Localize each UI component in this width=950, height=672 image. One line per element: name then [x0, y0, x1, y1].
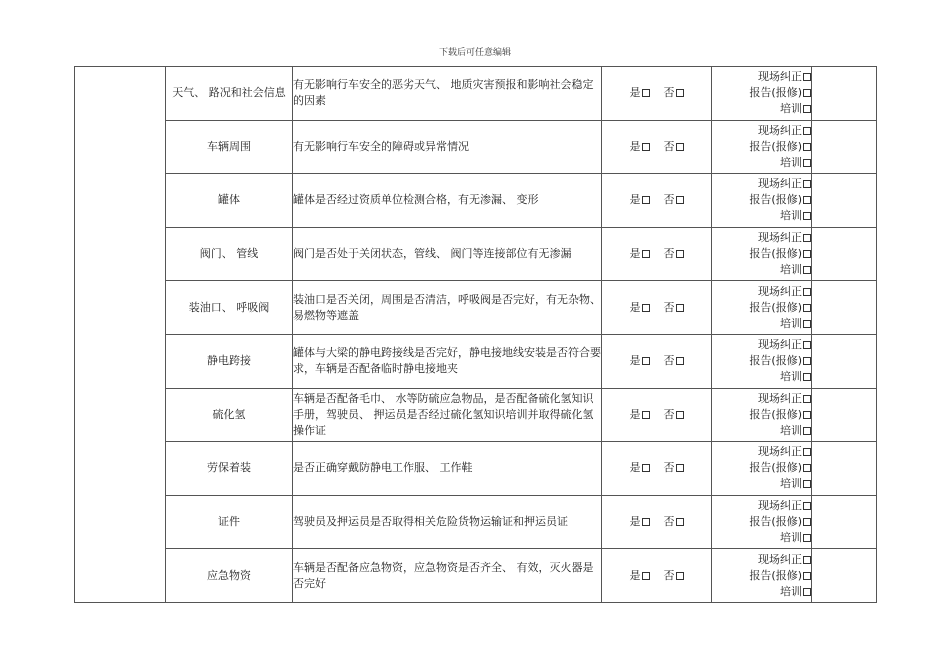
checkbox-icon[interactable]	[642, 464, 650, 472]
checkbox-icon[interactable]	[803, 588, 811, 596]
yes-option[interactable]	[630, 460, 650, 476]
check-content: 罐体是否经过资质单位检测合格，有无渗漏、 变形	[293, 174, 602, 228]
checkbox-icon[interactable]	[676, 357, 684, 365]
action-option[interactable]	[712, 176, 811, 192]
action-label: 报告(报修)	[749, 139, 802, 153]
action-option[interactable]	[712, 262, 811, 278]
table-row	[75, 388, 877, 442]
checkbox-icon[interactable]	[642, 572, 650, 580]
table-row	[75, 334, 877, 388]
check-content: 有无影响行车安全的障碍或异常情况	[293, 120, 602, 174]
action-label: 现场纠正	[758, 231, 802, 245]
yes-label: 是	[629, 407, 641, 421]
yes-label: 是	[629, 461, 641, 475]
yes-option[interactable]	[630, 514, 650, 530]
table-row	[75, 174, 877, 228]
action-label: 报告(报修)	[749, 354, 802, 368]
remarks-cell	[812, 334, 877, 388]
action-option[interactable]	[712, 391, 811, 407]
checkbox-icon[interactable]	[803, 304, 811, 312]
action-label: 报告(报修)	[749, 461, 802, 475]
yes-option[interactable]	[630, 407, 650, 423]
action-label: 报告(报修)	[749, 300, 802, 314]
checkbox-icon[interactable]	[803, 320, 811, 328]
action-label: 报告(报修)	[749, 568, 802, 582]
action-option[interactable]	[712, 584, 811, 600]
action-option[interactable]	[712, 208, 811, 224]
yes-no-cell	[602, 495, 712, 549]
action-cell	[712, 67, 812, 121]
action-label: 报告(报修)	[749, 515, 802, 529]
no-label: 否	[663, 193, 675, 207]
check-item-label: 证件	[166, 495, 293, 549]
checkbox-icon[interactable]	[676, 89, 684, 97]
yes-no-cell	[602, 334, 712, 388]
no-option[interactable]	[664, 407, 684, 423]
action-option[interactable]	[712, 85, 811, 101]
action-label: 现场纠正	[758, 499, 802, 513]
check-item-label: 罐体	[166, 174, 293, 228]
checkbox-icon[interactable]	[803, 556, 811, 564]
yes-no-cell	[602, 281, 712, 335]
yes-option[interactable]	[630, 246, 650, 262]
action-option[interactable]	[712, 423, 811, 439]
action-label: 现场纠正	[758, 552, 802, 566]
no-label: 否	[663, 247, 675, 261]
action-option[interactable]	[712, 101, 811, 117]
check-item-label: 装油口、 呼吸阀	[166, 281, 293, 335]
action-label: 现场纠正	[758, 391, 802, 405]
checkbox-icon[interactable]	[642, 304, 650, 312]
checkbox-icon[interactable]	[803, 73, 811, 81]
page-header: 下载后可任意编辑	[438, 48, 511, 58]
checkbox-icon[interactable]	[803, 534, 811, 542]
yes-no-cell	[602, 227, 712, 281]
checkbox-icon[interactable]	[803, 411, 811, 419]
remarks-cell	[812, 67, 877, 121]
action-label: 报告(报修)	[749, 193, 802, 207]
yes-option[interactable]	[630, 353, 650, 369]
yes-label: 是	[629, 568, 641, 582]
remarks-cell	[812, 442, 877, 496]
no-option[interactable]	[664, 514, 684, 530]
table-row	[75, 227, 877, 281]
no-label: 否	[663, 300, 675, 314]
action-cell	[712, 495, 812, 549]
action-label: 培训	[780, 316, 802, 330]
no-label: 否	[663, 568, 675, 582]
table-row	[75, 281, 877, 335]
checkbox-icon[interactable]	[803, 288, 811, 296]
action-cell	[712, 442, 812, 496]
yes-label: 是	[629, 300, 641, 314]
check-content: 有无影响行车安全的恶劣天气、 地质灾害预报和影响社会稳定的因素	[293, 67, 602, 121]
check-item-label: 静电跨接	[166, 334, 293, 388]
no-label: 否	[663, 407, 675, 421]
checkbox-icon[interactable]	[803, 373, 811, 381]
checkbox-icon[interactable]	[642, 143, 650, 151]
action-option[interactable]	[712, 514, 811, 530]
action-label: 培训	[780, 584, 802, 598]
yes-label: 是	[629, 354, 641, 368]
checkbox-icon[interactable]	[803, 341, 811, 349]
yes-label: 是	[629, 86, 641, 100]
checkbox-icon[interactable]	[642, 411, 650, 419]
check-content: 车辆是否配备应急物资，应急物资是否齐全、 有效，灭火器是否完好	[293, 549, 602, 603]
checkbox-icon[interactable]	[803, 518, 811, 526]
table-row	[75, 495, 877, 549]
action-label: 现场纠正	[758, 284, 802, 298]
checkbox-icon[interactable]	[642, 89, 650, 97]
no-option[interactable]	[664, 300, 684, 316]
remarks-cell	[812, 120, 877, 174]
checkbox-icon[interactable]	[803, 427, 811, 435]
checkbox-icon[interactable]	[803, 480, 811, 488]
checkbox-icon[interactable]	[803, 143, 811, 151]
remarks-cell	[812, 549, 877, 603]
check-content: 车辆是否配备毛巾、 水等防硫应急物品，是否配备硫化氢知识手册，驾驶员、 押运员是否经过硫化氢知识培训并取得硫化氢操作证	[293, 388, 602, 442]
action-option[interactable]	[712, 192, 811, 208]
action-cell	[712, 227, 812, 281]
action-label: 培训	[780, 155, 802, 169]
checkbox-icon[interactable]	[803, 105, 811, 113]
yes-label: 是	[629, 193, 641, 207]
action-label: 报告(报修)	[749, 86, 802, 100]
checkbox-icon[interactable]	[803, 357, 811, 365]
no-label: 否	[663, 139, 675, 153]
remarks-cell	[812, 388, 877, 442]
action-option[interactable]	[712, 444, 811, 460]
checkbox-icon[interactable]	[676, 572, 684, 580]
checkbox-icon[interactable]	[803, 234, 811, 242]
remarks-cell	[812, 281, 877, 335]
yes-option[interactable]	[630, 192, 650, 208]
table-row	[75, 120, 877, 174]
no-option[interactable]	[664, 568, 684, 584]
remarks-cell	[812, 227, 877, 281]
action-option[interactable]	[712, 337, 811, 353]
remarks-cell	[812, 174, 877, 228]
checkbox-icon[interactable]	[676, 143, 684, 151]
no-label: 否	[663, 354, 675, 368]
table-row	[75, 67, 877, 121]
action-cell	[712, 281, 812, 335]
table-row	[75, 442, 877, 496]
action-option[interactable]	[712, 69, 811, 85]
action-cell	[712, 120, 812, 174]
action-option[interactable]	[712, 155, 811, 171]
action-label: 培训	[780, 370, 802, 384]
checkbox-icon[interactable]	[803, 464, 811, 472]
checkbox-icon[interactable]	[803, 180, 811, 188]
checkbox-icon[interactable]	[803, 395, 811, 403]
no-option[interactable]	[664, 139, 684, 155]
action-label: 报告(报修)	[749, 247, 802, 261]
yes-option[interactable]	[630, 85, 650, 101]
table-row	[75, 549, 877, 603]
yes-no-cell	[602, 442, 712, 496]
checkbox-icon[interactable]	[803, 159, 811, 167]
action-option[interactable]	[712, 530, 811, 546]
checkbox-icon[interactable]	[676, 464, 684, 472]
action-label: 现场纠正	[758, 445, 802, 459]
action-label: 培训	[780, 102, 802, 116]
checkbox-icon[interactable]	[803, 502, 811, 510]
action-option[interactable]	[712, 246, 811, 262]
no-option[interactable]	[664, 85, 684, 101]
action-option[interactable]	[712, 300, 811, 316]
action-option[interactable]	[712, 284, 811, 300]
action-option[interactable]	[712, 407, 811, 423]
checkbox-icon[interactable]	[803, 196, 811, 204]
check-item-label: 阀门、 管线	[166, 227, 293, 281]
checkbox-icon[interactable]	[642, 357, 650, 365]
check-item-label: 车辆周围	[166, 120, 293, 174]
checkbox-icon[interactable]	[803, 212, 811, 220]
checkbox-icon[interactable]	[803, 89, 811, 97]
action-label: 现场纠正	[758, 338, 802, 352]
action-option[interactable]	[712, 460, 811, 476]
checkbox-icon[interactable]	[642, 196, 650, 204]
checkbox-icon[interactable]	[803, 250, 811, 258]
yes-option[interactable]	[630, 300, 650, 316]
action-option[interactable]	[712, 568, 811, 584]
action-label: 培训	[780, 477, 802, 491]
action-option[interactable]	[712, 498, 811, 514]
check-item-label: 应急物资	[166, 549, 293, 603]
yes-option[interactable]	[630, 568, 650, 584]
action-option[interactable]	[712, 353, 811, 369]
action-label: 现场纠正	[758, 70, 802, 84]
action-label: 培训	[780, 531, 802, 545]
no-label: 否	[663, 86, 675, 100]
yes-option[interactable]	[630, 139, 650, 155]
action-cell	[712, 174, 812, 228]
yes-label: 是	[629, 515, 641, 529]
action-label: 培训	[780, 423, 802, 437]
action-cell	[712, 334, 812, 388]
action-option[interactable]	[712, 552, 811, 568]
action-option[interactable]	[712, 476, 811, 492]
action-option[interactable]	[712, 123, 811, 139]
action-cell	[712, 388, 812, 442]
action-label: 现场纠正	[758, 123, 802, 137]
checkbox-icon[interactable]	[642, 518, 650, 526]
no-option[interactable]	[664, 353, 684, 369]
no-label: 否	[663, 461, 675, 475]
yes-no-cell	[602, 388, 712, 442]
action-option[interactable]	[712, 316, 811, 332]
checkbox-icon[interactable]	[803, 266, 811, 274]
check-content: 装油口是否关闭，周围是否清洁，呼吸阀是否完好，有无杂物、 易燃物等遮盖	[293, 281, 602, 335]
checkbox-icon[interactable]	[803, 448, 811, 456]
checkbox-icon[interactable]	[676, 304, 684, 312]
inspection-checklist-table	[74, 66, 877, 603]
yes-no-cell	[602, 67, 712, 121]
check-item-label: 硫化氢	[166, 388, 293, 442]
action-option[interactable]	[712, 139, 811, 155]
no-label: 否	[663, 515, 675, 529]
yes-no-cell	[602, 549, 712, 603]
checkbox-icon[interactable]	[676, 250, 684, 258]
check-content: 驾驶员及押运员是否取得相关危险货物运输证和押运员证	[293, 495, 602, 549]
check-item-label: 天气、 路况和社会信息	[166, 67, 293, 121]
yes-label: 是	[629, 139, 641, 153]
check-content: 是否正确穿戴防静电工作服、 工作鞋	[293, 442, 602, 496]
remarks-cell	[812, 495, 877, 549]
no-option[interactable]	[664, 192, 684, 208]
checkbox-icon[interactable]	[676, 518, 684, 526]
action-cell	[712, 549, 812, 603]
action-label: 培训	[780, 209, 802, 223]
category-cell	[75, 67, 166, 603]
no-option[interactable]	[664, 246, 684, 262]
action-option[interactable]	[712, 230, 811, 246]
action-label: 培训	[780, 263, 802, 277]
checklist-body	[75, 67, 877, 603]
yes-label: 是	[629, 247, 641, 261]
check-content: 罐体与大梁的静电跨接线是否完好，静电接地线安装是否符合要求，车辆是否配备临时静电接地夹	[293, 334, 602, 388]
yes-no-cell	[602, 174, 712, 228]
checkbox-icon[interactable]	[642, 250, 650, 258]
checkbox-icon[interactable]	[803, 572, 811, 580]
check-content: 阀门是否处于关闭状态，管线、 阀门等连接部位有无渗漏	[293, 227, 602, 281]
action-option[interactable]	[712, 369, 811, 385]
checkbox-icon[interactable]	[676, 196, 684, 204]
action-label: 报告(报修)	[749, 407, 802, 421]
no-option[interactable]	[664, 460, 684, 476]
check-item-label: 劳保着装	[166, 442, 293, 496]
checkbox-icon[interactable]	[676, 411, 684, 419]
yes-no-cell	[602, 120, 712, 174]
checkbox-icon[interactable]	[803, 127, 811, 135]
action-label: 现场纠正	[758, 177, 802, 191]
